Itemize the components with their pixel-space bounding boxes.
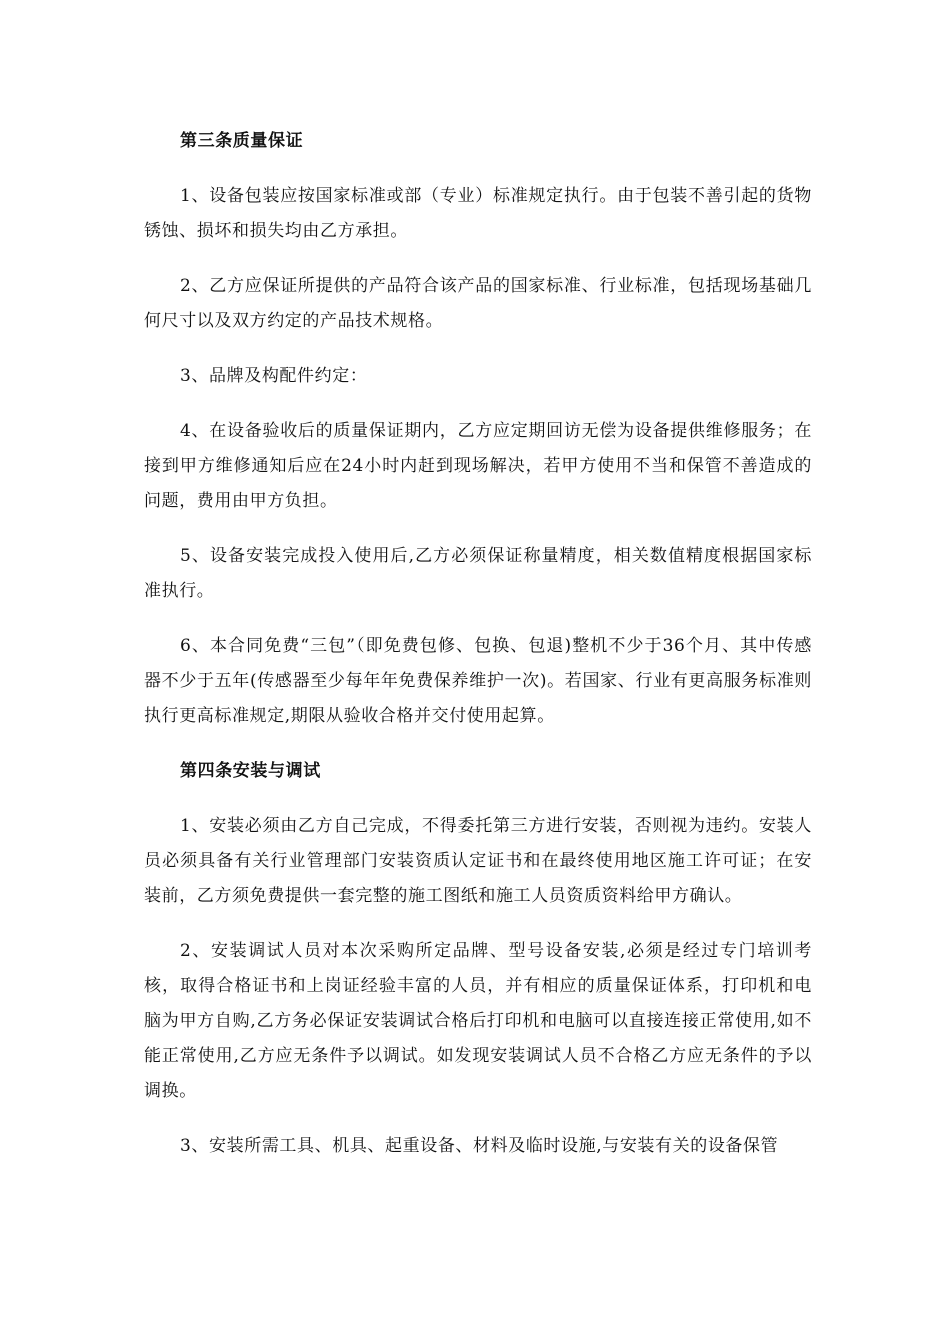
paragraph: 2、安装调试人员对本次采购所定品牌、型号设备安装,必须是经过专门培训考核，取得合格证书和上岗证经验丰富的人员，并有相应的质量保证体系，打印机和电脑为甲方自购,乙方务必保证安装调试合格后打印机和电脑可以直接连接正常使用,如不能正常使用,乙方应无条件予以调试。如发现安装调试人员不合格乙方应无条件的予以调换。 [144,941,812,1101]
paragraph: 1、设备包装应按国家标准或部（专业）标准规定执行。由于包装不善引起的货物锈蚀、损坏和损失均由乙方承担。 [144,186,812,241]
section-heading-quality-assurance: 第三条质量保证 [180,131,304,151]
paragraph: 2、乙方应保证所提供的产品符合该产品的国家标准、行业标准，包括现场基础几何尺寸以及双方约定的产品技术规格。 [144,276,812,331]
paragraph: 3、安装所需工具、机具、起重设备、材料及临时设施,与安装有关的设备保管 [180,1136,779,1156]
paragraph: 4、在设备验收后的质量保证期内，乙方应定期回访无偿为设备提供维修服务；在接到甲方维修通知后应在24小时内赶到现场解决，若甲方使用不当和保管不善造成的问题，费用由甲方负担。 [144,421,812,511]
paragraph: 6、本合同免费“三包”（即免费包修、包换、包退)整机不少于36个月、其中传感器不少于五年(传感器至少每年年免费保养维护一次)。若国家、行业有更高服务标准则执行更高标准规定,期限从验收合格并交付使用起算。 [144,636,812,726]
paragraph: 1、安装必须由乙方自己完成，不得委托第三方进行安装，否则视为违约。安装人员必须具备有关行业管理部门安装资质认定证书和在最终使用地区施工许可证；在安装前，乙方须免费提供一套完整的施工图纸和施工人员资质资料给甲方确认。 [144,816,812,906]
section-heading-installation-commissioning: 第四条安装与调试 [180,761,321,781]
paragraph: 5、设备安装完成投入使用后,乙方必须保证称量精度，相关数值精度根据国家标准执行。 [144,546,812,601]
document-body [144,124,812,1184]
paragraph: 3、品牌及构配件约定： [180,366,368,386]
